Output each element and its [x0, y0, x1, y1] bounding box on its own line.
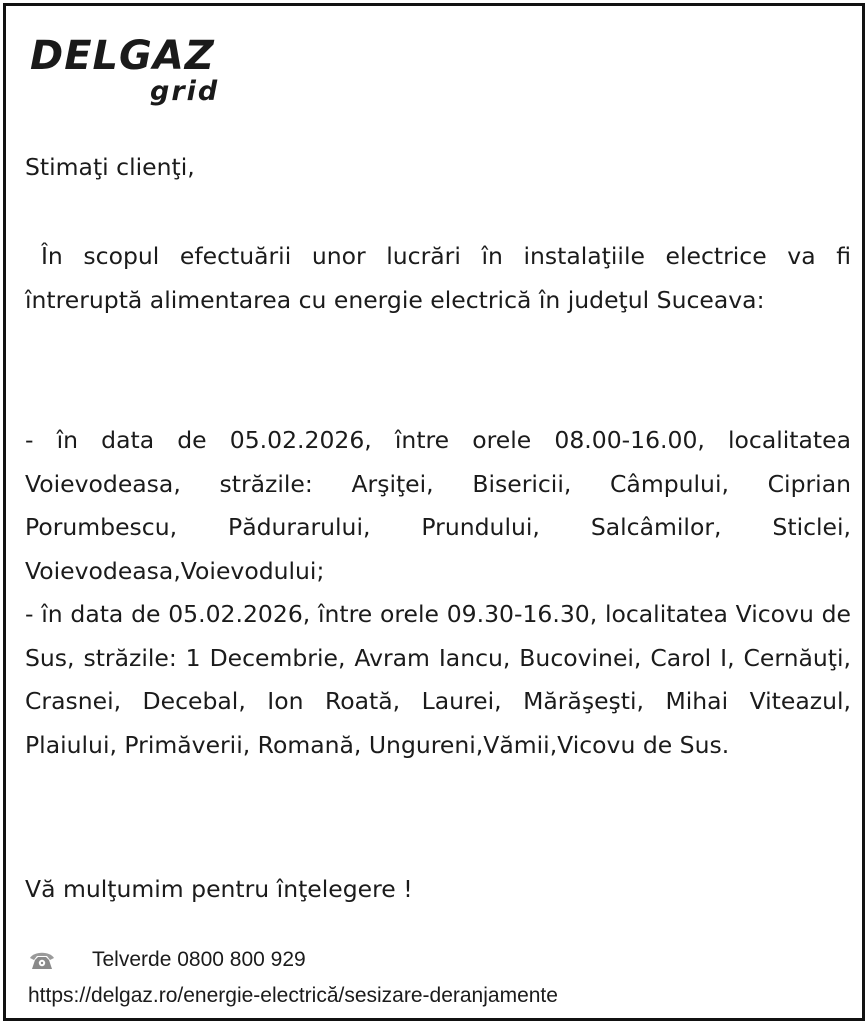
intro-paragraph — [25, 235, 851, 322]
logo-sub: grid — [150, 76, 220, 107]
schedule-item: - în data de 05.02.2026, între orele 08.00-16.00, localitatea Voievodeasa, străzile: Arşiţei, Bisericii, Câmpului, Ciprian Porumbescu, Pădurarului, Prundului, Salcâmilor, Sticlei, Voievodeasa,Voievodului; — [25, 426, 851, 585]
delgaz-grid-logo — [30, 32, 240, 112]
phone-number: Telverde 0800 800 929 — [92, 948, 306, 971]
outage-schedule — [25, 419, 851, 767]
intro-text: În scopul efectuării unor lucrări în instalaţiile electrice va fi întreruptă alimentarea cu energie electrică în judeţul Suceava: — [25, 242, 851, 314]
logo-brand: DELGAZ — [30, 33, 215, 79]
greeting: Stimaţi clienţi, — [25, 153, 195, 181]
schedule-item: - în data de 05.02.2026, între orele 09.30-16.30, localitatea Vicovu de Sus, străzile: 1 Decembrie, Avram Iancu, Bucovinei, Carol I, Cernăuţi, Crasnei, Decebal, Ion Roată, Laurei, Mărăşeşti, Mihai Viteazul, Plaiului, Primăverii, Romană, Ungureni,Vămii,Vicovu de Sus. — [25, 600, 851, 759]
thanks-message: Vă mulţumim pentru înţelegere ! — [25, 875, 413, 903]
notice-frame — [3, 3, 865, 1021]
report-url-link[interactable]: https://delgaz.ro/energie-electrică/sesizare-deranjamente — [28, 984, 558, 1007]
telephone-icon — [28, 948, 56, 972]
